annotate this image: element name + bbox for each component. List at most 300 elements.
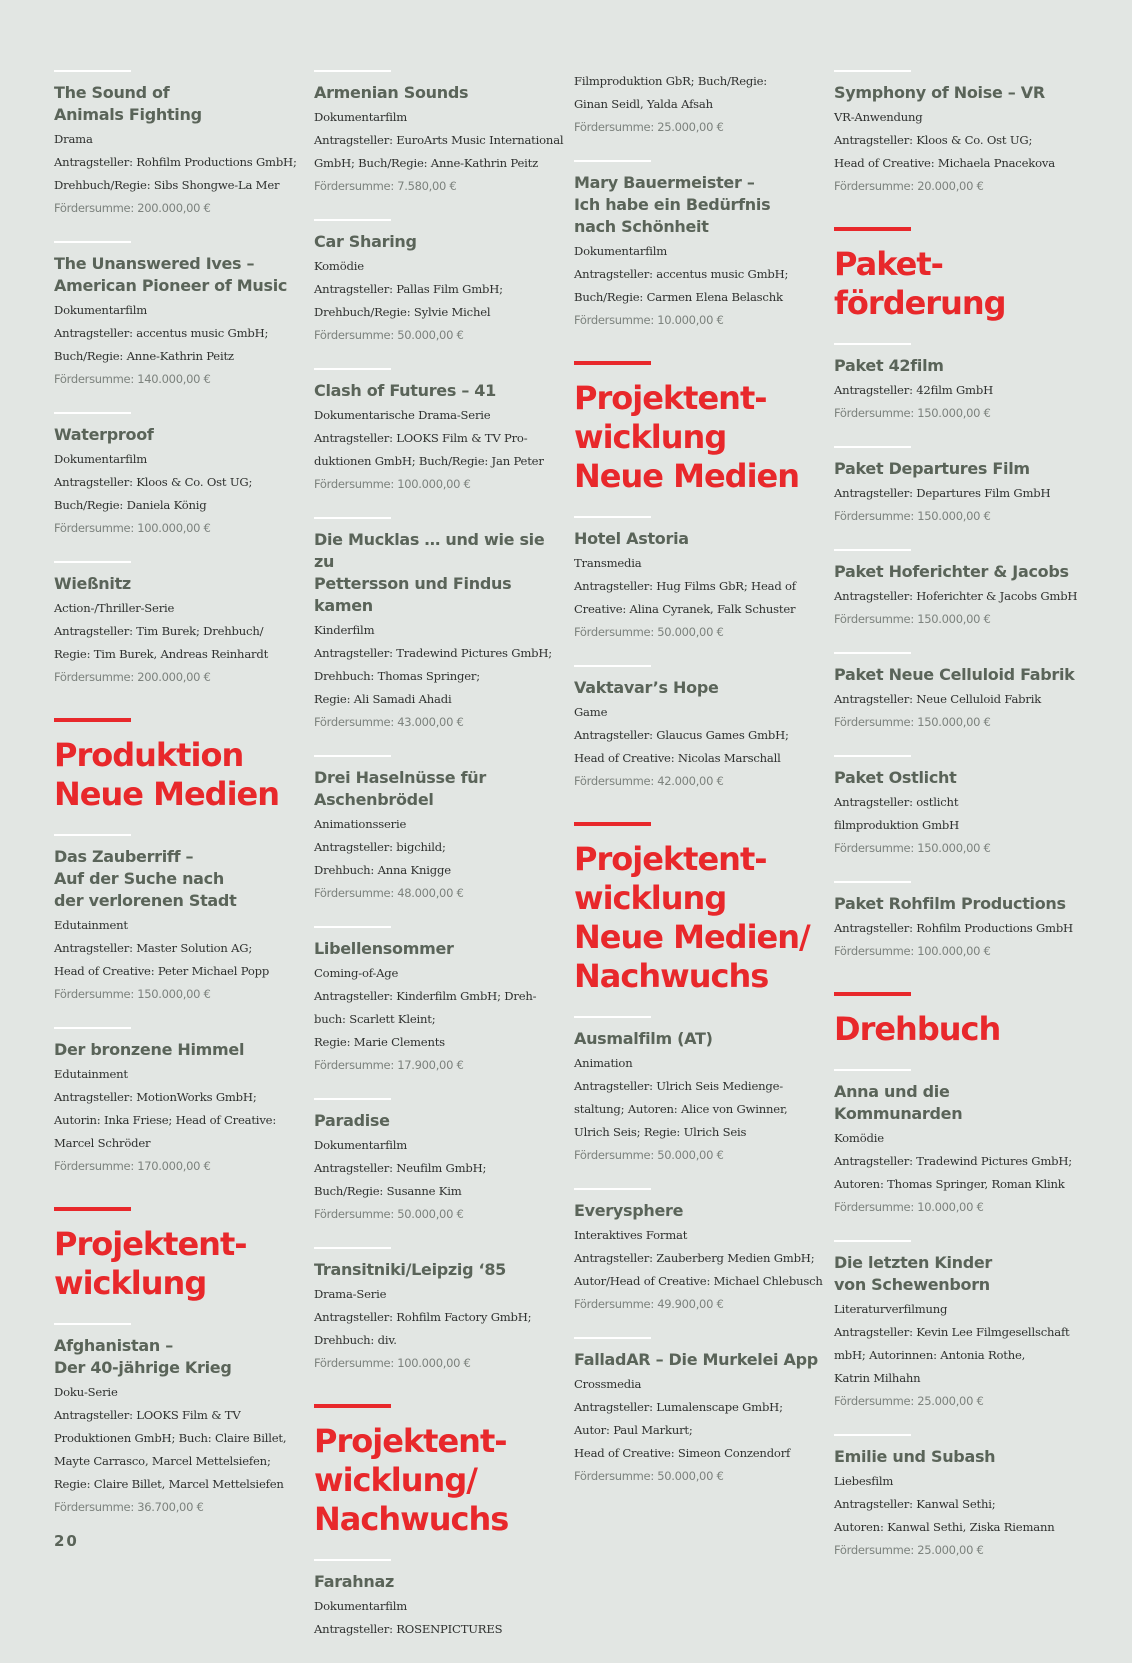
project-genre: Dokumentarfilm xyxy=(314,1138,408,1152)
project-title-line: American Pioneer of Music xyxy=(54,276,288,295)
funding-entry xyxy=(834,343,1079,424)
funding-entry xyxy=(574,665,819,792)
project-title xyxy=(834,664,1079,686)
project-detail: Antragsteller: Ulrich Seis Medienge- xyxy=(574,1079,783,1093)
project-title xyxy=(574,528,819,550)
project-title-line: The Unanswered Ives – xyxy=(54,254,255,273)
funding-entry xyxy=(574,160,819,331)
entry-divider xyxy=(574,1188,651,1190)
section-title-line: Neue Medien xyxy=(574,457,800,495)
project-title-line: FalladAR – Die Murkelei App xyxy=(574,1350,818,1369)
project-title xyxy=(54,846,299,912)
project-title-line: The Sound of xyxy=(54,83,170,102)
funding-amount: Fördersumme: 50.000,00 € xyxy=(574,1469,724,1483)
project-genre: Interaktives Format xyxy=(574,1228,688,1242)
project-detail: Antragsteller: Neufilm GmbH; xyxy=(314,1161,487,1175)
project-detail: staltung; Autoren: Alice von Gwinner, xyxy=(574,1102,788,1116)
section-divider xyxy=(54,718,131,722)
project-detail: Antragsteller: Glaucus Games GmbH; xyxy=(574,728,789,742)
project-detail: Head of Creative: Simeon Conzendorf xyxy=(574,1446,791,1460)
entry-divider xyxy=(314,1247,391,1249)
project-detail: buch: Scarlett Kleint; xyxy=(314,1012,436,1026)
project-detail: filmproduktion GmbH xyxy=(834,818,960,832)
project-genre: Dokumentarische Drama-Serie xyxy=(314,408,491,422)
funding-amount: Fördersumme: 25.000,00 € xyxy=(574,120,724,134)
project-title-line: Anna und die Kommunarden xyxy=(834,1082,963,1123)
entry-divider xyxy=(574,160,651,162)
section-title-line: Produktion xyxy=(54,736,244,774)
project-detail: Marcel Schröder xyxy=(54,1136,151,1150)
project-title-line: Farahnaz xyxy=(314,1572,394,1591)
funding-entry xyxy=(54,70,299,219)
funding-amount: Fördersumme: 170.000,00 € xyxy=(54,1159,211,1173)
project-title xyxy=(54,424,299,446)
section-header xyxy=(834,992,1079,1049)
section-header xyxy=(314,1404,559,1539)
funding-amount: Fördersumme: 36.700,00 € xyxy=(54,1500,204,1514)
funding-entry xyxy=(54,1027,299,1177)
project-title-line: Der 40-jährige Krieg xyxy=(54,1358,232,1377)
project-genre: Komödie xyxy=(314,259,364,273)
funding-entry xyxy=(314,70,564,197)
project-detail: GmbH; Buch/Regie: Anne-Kathrin Peitz xyxy=(314,156,539,170)
project-title xyxy=(54,253,299,297)
project-title-line: Paket Rohfilm Productions xyxy=(834,894,1066,913)
page-number: 20 xyxy=(54,1532,79,1550)
project-genre: Liebesfilm xyxy=(834,1474,894,1488)
project-detail: Antragsteller: Rohfilm Productions GmbH xyxy=(834,921,1073,935)
project-detail: Antragsteller: Tim Burek; Drehbuch/ xyxy=(54,624,264,638)
project-genre: Literaturverfilmung xyxy=(834,1302,948,1316)
entry-divider xyxy=(314,70,391,72)
funding-entry xyxy=(314,755,559,904)
entry-divider xyxy=(834,549,911,551)
funding-amount: Fördersumme: 100.000,00 € xyxy=(54,521,211,535)
entry-divider xyxy=(314,755,391,757)
section-title-line: wicklung xyxy=(574,879,727,917)
section-divider xyxy=(834,992,911,996)
project-detail: Antragsteller: Kanwal Sethi; xyxy=(834,1497,996,1511)
project-title xyxy=(574,1200,819,1222)
project-detail: Ginan Seidl, Yalda Afsah xyxy=(574,97,713,111)
project-title-line: Paket 42film xyxy=(834,356,944,375)
project-genre: Dokumentarfilm xyxy=(314,1599,408,1613)
section-title xyxy=(834,1010,1079,1049)
project-title-line: Paradise xyxy=(314,1111,390,1130)
project-title-line: Ich habe ein Bedürfnis xyxy=(574,195,771,214)
column-4 xyxy=(834,70,1079,1583)
project-detail: Head of Creative: Michaela Pnacekova xyxy=(834,156,1055,170)
project-title-line: Vaktavar’s Hope xyxy=(574,678,719,697)
project-detail: mbH; Autorinnen: Antonia Rothe, xyxy=(834,1348,1026,1362)
funding-entry xyxy=(314,1559,559,1641)
project-detail: Antragsteller: ROSENPICTURES xyxy=(314,1622,503,1636)
section-title-line: Nachwuchs xyxy=(574,957,769,995)
entry-divider xyxy=(834,652,911,654)
project-detail: Antragsteller: Kloos & Co. Ost UG; xyxy=(54,475,253,489)
project-title xyxy=(834,458,1079,480)
project-title-line: Hotel Astoria xyxy=(574,529,689,548)
project-title-line: Everysphere xyxy=(574,1201,684,1220)
section-divider xyxy=(834,227,911,231)
funding-amount: Fördersumme: 20.000,00 € xyxy=(834,179,984,193)
entry-divider xyxy=(314,517,391,519)
project-detail: Autor: Paul Markurt; xyxy=(574,1423,693,1437)
project-title xyxy=(834,561,1079,583)
project-title-line: Animals Fighting xyxy=(54,105,202,124)
funding-entry xyxy=(314,368,559,495)
project-title xyxy=(574,1349,819,1371)
funding-amount: Fördersumme: 10.000,00 € xyxy=(574,313,724,327)
project-detail: Antragsteller: Tradewind Pictures GmbH; xyxy=(314,646,552,660)
project-detail: Katrin Milhahn xyxy=(834,1371,921,1385)
funding-amount: Fördersumme: 200.000,00 € xyxy=(54,201,211,215)
funding-entry xyxy=(834,881,1079,962)
entry-divider xyxy=(314,219,391,221)
section-title-line: Paket- xyxy=(834,245,943,283)
funding-amount: Fördersumme: 50.000,00 € xyxy=(574,1148,724,1162)
section-divider xyxy=(574,822,651,826)
funding-amount: Fördersumme: 150.000,00 € xyxy=(834,841,991,855)
project-detail: Drehbuch/Regie: Sibs Shongwe-La Mer xyxy=(54,178,280,192)
project-genre: Komödie xyxy=(834,1131,884,1145)
project-title xyxy=(314,938,559,960)
project-detail: Produktionen GmbH; Buch: Claire Billet, xyxy=(54,1431,287,1445)
project-detail: Ulrich Seis; Regie: Ulrich Seis xyxy=(574,1125,747,1139)
funding-amount: Fördersumme: 25.000,00 € xyxy=(834,1543,984,1557)
project-title-line: Pettersson und Findus kamen xyxy=(314,574,512,615)
project-title xyxy=(54,1039,299,1061)
project-genre: Coming-of-Age xyxy=(314,966,399,980)
project-title xyxy=(834,355,1079,377)
project-title-line: Drei Haselnüsse für xyxy=(314,768,486,787)
project-detail: Regie: Claire Billet, Marcel Mettelsiefen xyxy=(54,1477,284,1491)
project-title xyxy=(54,1335,299,1379)
project-detail: Antragsteller: Rohfilm Factory GmbH; xyxy=(314,1310,532,1324)
project-genre: Transmedia xyxy=(574,556,642,570)
project-genre: Doku-Serie xyxy=(54,1385,118,1399)
section-title-line: Projektent- xyxy=(54,1225,247,1263)
column-1 xyxy=(54,70,299,1540)
section-title-line: Projektent- xyxy=(574,840,767,878)
section-title-line: förderung xyxy=(834,284,1006,322)
section-title-line: Nachwuchs xyxy=(314,1500,509,1538)
project-detail: Regie: Tim Burek, Andreas Reinhardt xyxy=(54,647,269,661)
entry-divider xyxy=(314,1559,391,1561)
entry-divider xyxy=(314,1098,391,1100)
project-detail: Autoren: Kanwal Sethi, Ziska Riemann xyxy=(834,1520,1055,1534)
funding-entry xyxy=(574,1016,819,1166)
funding-entry xyxy=(314,517,559,733)
project-detail: Antragsteller: LOOKS Film & TV Pro- xyxy=(314,431,528,445)
entry-divider xyxy=(314,368,391,370)
project-detail: Buch/Regie: Anne-Kathrin Peitz xyxy=(54,349,234,363)
project-detail: Antragsteller: Master Solution AG; xyxy=(54,941,253,955)
project-detail: Antragsteller: 42film GmbH xyxy=(834,383,993,397)
funding-amount: Fördersumme: 100.000,00 € xyxy=(834,944,991,958)
project-title xyxy=(314,380,559,402)
project-title xyxy=(314,231,559,253)
funding-entry xyxy=(574,1188,823,1315)
funding-entry xyxy=(834,652,1079,733)
project-title xyxy=(574,1028,819,1050)
entry-divider xyxy=(314,926,391,928)
funding-entry xyxy=(834,755,1079,859)
funding-amount: Fördersumme: 42.000,00 € xyxy=(574,774,724,788)
project-title-line: der verlorenen Stadt xyxy=(54,891,237,910)
column-2 xyxy=(314,70,564,1663)
funding-entry xyxy=(314,1247,559,1374)
project-title-line: Afghanistan – xyxy=(54,1336,173,1355)
project-genre: Dokumentarfilm xyxy=(574,244,668,258)
project-genre: Dokumentarfilm xyxy=(54,303,148,317)
funding-entry xyxy=(314,926,559,1076)
section-header xyxy=(834,227,1079,323)
funding-entry xyxy=(834,1069,1079,1218)
section-divider xyxy=(54,1207,131,1211)
entry-divider xyxy=(54,1323,131,1325)
project-title xyxy=(834,893,1079,915)
project-detail: Antragsteller: Kinderfilm GmbH; Dreh- xyxy=(314,989,537,1003)
project-title-line: Transitniki/Leipzig ‘85 xyxy=(314,1260,506,1279)
funding-amount: Fördersumme: 25.000,00 € xyxy=(834,1394,984,1408)
project-detail: Mayte Carrasco, Marcel Mettelsiefen; xyxy=(54,1454,271,1468)
project-title xyxy=(314,1571,559,1593)
entry-divider xyxy=(834,343,911,345)
project-title-line: Emilie und Subash xyxy=(834,1447,996,1466)
project-title-line: von Schewenborn xyxy=(834,1275,990,1294)
project-title-line: Waterproof xyxy=(54,425,154,444)
entry-divider xyxy=(834,70,911,72)
project-title xyxy=(314,1259,559,1281)
project-title-line: Die letzten Kinder xyxy=(834,1253,993,1272)
section-title-line: Projektent- xyxy=(574,379,767,417)
project-genre: Dokumentarfilm xyxy=(314,110,408,124)
funding-amount: Fördersumme: 150.000,00 € xyxy=(834,612,991,626)
project-title-line: Mary Bauermeister – xyxy=(574,173,755,192)
entry-divider xyxy=(574,665,651,667)
funding-entry xyxy=(54,561,299,688)
project-genre: Crossmedia xyxy=(574,1377,642,1391)
funding-entry xyxy=(834,549,1079,630)
project-genre: Animation xyxy=(574,1056,633,1070)
funding-entry xyxy=(834,1240,1079,1412)
project-detail: Antragsteller: Zauberberg Medien GmbH; xyxy=(574,1251,815,1265)
project-title xyxy=(834,1252,1079,1296)
entry-divider xyxy=(834,881,911,883)
project-title-line: Das Zauberriff – xyxy=(54,847,194,866)
project-detail: Regie: Ali Samadi Ahadi xyxy=(314,692,452,706)
entry-divider xyxy=(54,412,131,414)
project-genre: Game xyxy=(574,705,608,719)
project-detail: Antragsteller: Kloos & Co. Ost UG; xyxy=(834,133,1033,147)
funding-amount: Fördersumme: 100.000,00 € xyxy=(314,477,471,491)
section-title xyxy=(574,379,819,496)
funding-entry xyxy=(834,1434,1079,1561)
funding-entry xyxy=(834,446,1079,527)
project-detail: Head of Creative: Peter Michael Popp xyxy=(54,964,270,978)
funding-entry xyxy=(54,412,299,539)
funding-amount: Fördersumme: 140.000,00 € xyxy=(54,372,211,386)
section-header xyxy=(54,1207,299,1303)
entry-divider xyxy=(574,1016,651,1018)
funding-amount: Fördersumme: 10.000,00 € xyxy=(834,1200,984,1214)
project-title-line: Paket Neue Celluloid Fabrik xyxy=(834,665,1075,684)
entry-divider xyxy=(54,561,131,563)
project-genre: Edutainment xyxy=(54,1067,128,1081)
section-title xyxy=(54,736,299,814)
section-divider xyxy=(314,1404,391,1408)
section-header xyxy=(54,718,299,814)
entry-divider xyxy=(54,1027,131,1029)
section-title xyxy=(54,1225,299,1303)
project-title-line: Wießnitz xyxy=(54,574,131,593)
project-genre: Dokumentarfilm xyxy=(54,452,148,466)
section-title-line: Neue Medien xyxy=(54,775,280,813)
funding-entry xyxy=(574,1337,819,1487)
project-title-line: Symphony of Noise – VR xyxy=(834,83,1045,102)
funding-amount: Fördersumme: 100.000,00 € xyxy=(314,1356,471,1370)
project-title-line: nach Schönheit xyxy=(574,217,709,236)
funding-entry xyxy=(314,1098,559,1225)
section-title xyxy=(834,245,1079,323)
project-detail: Buch/Regie: Susanne Kim xyxy=(314,1184,462,1198)
project-genre: Drama xyxy=(54,132,93,146)
project-title-line: Paket Hoferichter & Jacobs xyxy=(834,562,1069,581)
project-detail: Drehbuch/Regie: Sylvie Michel xyxy=(314,305,491,319)
project-detail: Creative: Alina Cyranek, Falk Schuster xyxy=(574,602,796,616)
entry-divider xyxy=(834,1240,911,1242)
funding-amount: Fördersumme: 150.000,00 € xyxy=(834,715,991,729)
project-title xyxy=(314,529,559,617)
section-title-line: Neue Medien/ xyxy=(574,918,810,956)
column-3 xyxy=(574,70,823,1509)
funding-entry xyxy=(54,241,299,390)
entry-divider xyxy=(834,755,911,757)
project-title xyxy=(834,1081,1079,1125)
project-genre: Edutainment xyxy=(54,918,128,932)
funding-entry xyxy=(54,834,299,1005)
project-title-line: Libellensommer xyxy=(314,939,454,958)
project-title xyxy=(314,767,559,811)
project-detail: Buch/Regie: Carmen Elena Belaschk xyxy=(574,290,783,304)
funding-amount: Fördersumme: 150.000,00 € xyxy=(834,509,991,523)
funding-amount: Fördersumme: 50.000,00 € xyxy=(314,1207,464,1221)
project-detail: Antragsteller: EuroArts Music International xyxy=(314,133,564,147)
project-detail: Antragsteller: accentus music GmbH; xyxy=(574,267,789,281)
project-detail: Autor/Head of Creative: Michael Chlebusch xyxy=(574,1274,823,1288)
project-title xyxy=(834,1446,1079,1468)
project-detail: Antragsteller: ostlicht xyxy=(834,795,959,809)
funding-amount: Fördersumme: 150.000,00 € xyxy=(834,406,991,420)
project-detail: Buch/Regie: Daniela König xyxy=(54,498,207,512)
project-detail: Autorin: Inka Friese; Head of Creative: xyxy=(54,1113,277,1127)
entry-divider xyxy=(54,70,131,72)
project-genre: Action-/Thriller-Serie xyxy=(54,601,175,615)
project-title-line: Die Mucklas … und wie sie zu xyxy=(314,530,545,571)
funding-entry xyxy=(574,516,819,643)
funding-amount: Fördersumme: 200.000,00 € xyxy=(54,670,211,684)
project-title-line: Ausmalfilm (AT) xyxy=(574,1029,713,1048)
entry-divider xyxy=(574,516,651,518)
section-divider xyxy=(574,361,651,365)
project-genre: Animationsserie xyxy=(314,817,407,831)
funding-amount: Fördersumme: 17.900,00 € xyxy=(314,1058,464,1072)
project-title xyxy=(834,767,1079,789)
entry-divider xyxy=(574,1337,651,1339)
project-detail: Antragsteller: Departures Film GmbH xyxy=(834,486,1051,500)
project-detail: Head of Creative: Nicolas Marschall xyxy=(574,751,781,765)
project-detail: Antragsteller: LOOKS Film & TV xyxy=(54,1408,241,1422)
project-title-line: Clash of Futures – 41 xyxy=(314,381,496,400)
section-title xyxy=(574,840,819,996)
project-detail: Antragsteller: Hoferichter & Jacobs GmbH xyxy=(834,589,1078,603)
funding-entry xyxy=(54,1323,299,1518)
section-header xyxy=(574,822,819,996)
entry-divider xyxy=(834,446,911,448)
project-title xyxy=(314,82,559,104)
project-title xyxy=(574,677,819,699)
funding-entry xyxy=(314,219,559,346)
section-title-line: Drehbuch xyxy=(834,1010,1001,1048)
project-title xyxy=(314,1110,559,1132)
project-title xyxy=(574,172,819,238)
funding-amount: Fördersumme: 49.900,00 € xyxy=(574,1297,724,1311)
project-detail: Antragsteller: accentus music GmbH; xyxy=(54,326,269,340)
project-detail: Drehbuch: Thomas Springer; xyxy=(314,669,480,683)
section-title-line: wicklung/ xyxy=(314,1461,477,1499)
entry-divider xyxy=(54,834,131,836)
project-detail: Antragsteller: Tradewind Pictures GmbH; xyxy=(834,1154,1072,1168)
project-title-line: Armenian Sounds xyxy=(314,83,469,102)
project-detail: Regie: Marie Clements xyxy=(314,1035,445,1049)
project-title xyxy=(54,82,299,126)
project-title xyxy=(54,573,299,595)
project-title-line: Der bronzene Himmel xyxy=(54,1040,245,1059)
project-detail: Antragsteller: Hug Films GbR; Head of xyxy=(574,579,796,593)
funding-amount: Fördersumme: 43.000,00 € xyxy=(314,715,464,729)
funding-amount: Fördersumme: 150.000,00 € xyxy=(54,987,211,1001)
funding-entry xyxy=(574,70,819,138)
section-title-line: wicklung xyxy=(54,1264,207,1302)
project-detail: Autoren: Thomas Springer, Roman Klink xyxy=(834,1177,1065,1191)
entry-divider xyxy=(54,241,131,243)
funding-amount: Fördersumme: 48.000,00 € xyxy=(314,886,464,900)
project-title-line: Paket Ostlicht xyxy=(834,768,957,787)
project-detail: Drehbuch: div. xyxy=(314,1333,397,1347)
project-genre: VR-Anwendung xyxy=(834,110,923,124)
funding-amount: Fördersumme: 7.580,00 € xyxy=(314,179,457,193)
project-detail: Antragsteller: bigchild; xyxy=(314,840,446,854)
section-title-line: wicklung xyxy=(574,418,727,456)
project-genre: Kinderfilm xyxy=(314,623,375,637)
section-title-line: Projektent- xyxy=(314,1422,507,1460)
project-detail: Antragsteller: MotionWorks GmbH; xyxy=(54,1090,257,1104)
entry-divider xyxy=(834,1434,911,1436)
project-detail: duktionen GmbH; Buch/Regie: Jan Peter xyxy=(314,454,544,468)
project-genre: Drama-Serie xyxy=(314,1287,387,1301)
funding-entry xyxy=(834,70,1079,197)
project-detail: Antragsteller: Neue Celluloid Fabrik xyxy=(834,692,1042,706)
funding-amount: Fördersumme: 50.000,00 € xyxy=(574,625,724,639)
project-title xyxy=(834,82,1079,104)
project-detail: Antragsteller: Rohfilm Productions GmbH; xyxy=(54,155,297,169)
project-detail: Filmproduktion GbR; Buch/Regie: xyxy=(574,74,767,88)
project-detail: Antragsteller: Lumalenscape GmbH; xyxy=(574,1400,783,1414)
project-title-line: Car Sharing xyxy=(314,232,417,251)
entry-divider xyxy=(834,1069,911,1071)
funding-amount: Fördersumme: 50.000,00 € xyxy=(314,328,464,342)
